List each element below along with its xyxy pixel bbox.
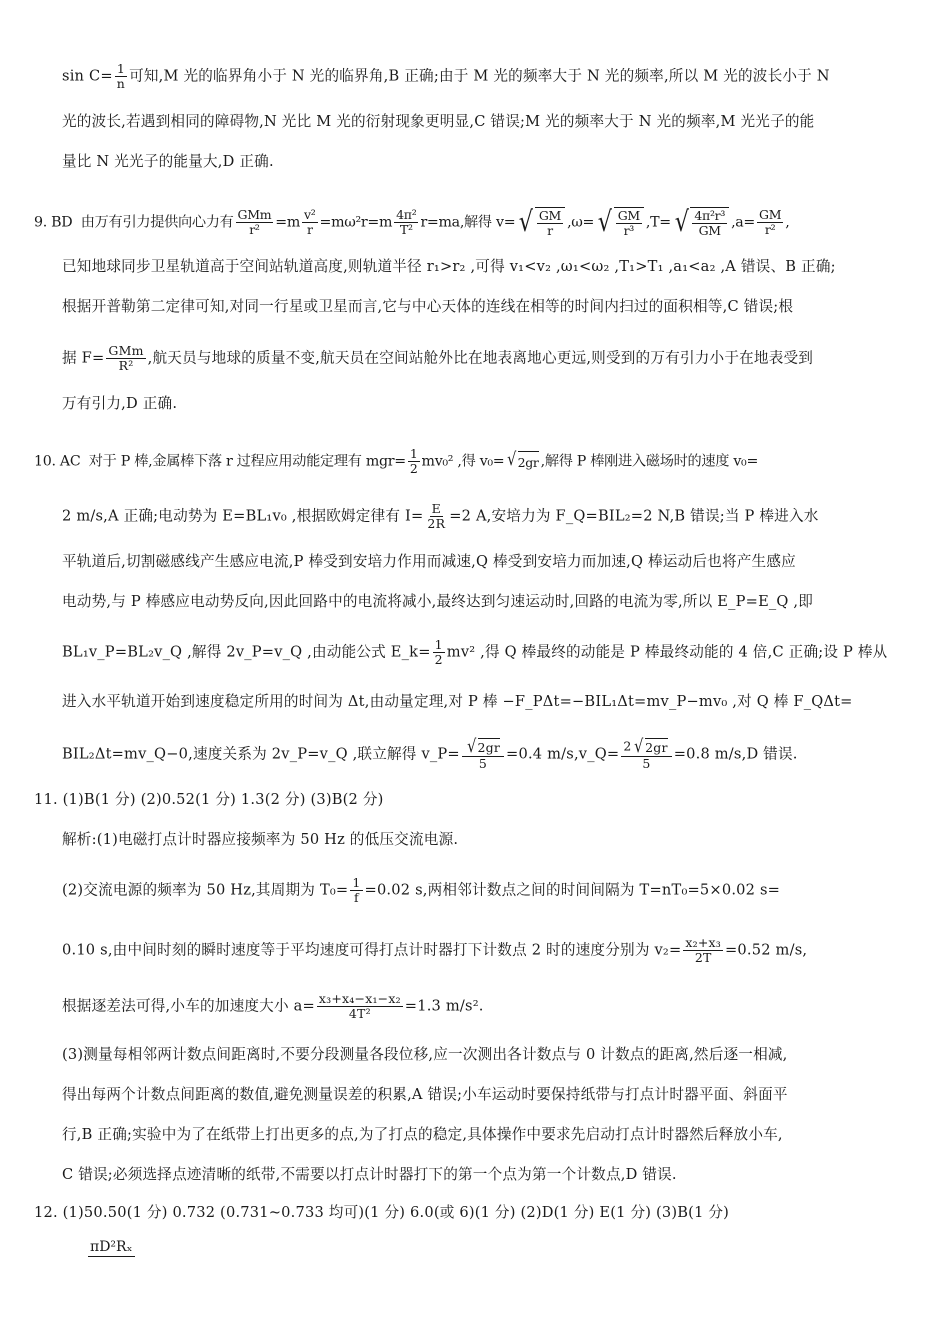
denominator: r² <box>764 222 776 237</box>
question-10-line <box>34 447 920 476</box>
text-segment: (2)交流电源的频率为 50 Hz,其周期为 T₀= <box>62 881 349 899</box>
radicand: 2gr <box>645 740 668 755</box>
text-line: 进入水平轨道开始到速度稳定所用的时间为 Δt,由动量定理,对 P 棒 −F_PΔt=−BIL₁Δt=mv_P−mv₀ ,对 Q 棒 F_QΔt= <box>62 693 853 710</box>
fraction <box>692 209 727 238</box>
text-line <box>62 936 920 965</box>
text-segment: 据 F= <box>62 349 105 367</box>
text-line: (3)测量每相邻两计数点间距离时,不要分段测量各段位移,应一次测出各计数点与 0 计数点的距离,然后逐一相减, <box>62 1046 788 1063</box>
numerator: 1 <box>434 637 443 652</box>
text-line: 根据开普勒第二定律可知,对同一行星或卫星而言,它与中心天体的连线在相等的时间内扫过的面积相等,C 错误;根 <box>62 298 794 315</box>
numerator: 4π²r³ <box>694 208 726 223</box>
square-root: √ $\frac{GM}{r}$ <box>517 207 565 238</box>
text-segment: =0.02 s,两相邻计数点之间的时间间隔为 T=nT₀=5×0.02 s= <box>364 881 781 899</box>
square-root: √ $\frac{\text{4π²r³}}{GM}$ <box>673 207 729 238</box>
fraction <box>236 208 274 237</box>
text-segment: =0.8 m/s,D 错误. <box>673 745 798 763</box>
text-line: 万有引力,D 正确. <box>62 395 178 412</box>
denominator: R² <box>118 358 134 373</box>
numerator: GMm <box>108 343 144 358</box>
text-segment: ,航天员与地球的质量不变,航天员在空间站舱外比在地表离地心更远,则受到的万有引力小于在地表受到 <box>147 349 814 367</box>
text-segment: r=ma,解得 v= <box>420 214 516 231</box>
text-line: 平轨道后,切割磁感线产生感应电流,P 棒受到安培力作用而减速,Q 棒受到安培力而加速,Q 棒运动后也将产生感应 <box>62 553 796 570</box>
coefficient: 2 <box>623 738 632 754</box>
square-root: √ 2gr <box>466 736 501 757</box>
numerator: 1 <box>116 61 125 76</box>
numerator: 1 <box>352 875 361 890</box>
fraction <box>757 208 783 237</box>
denominator: 2 <box>409 461 418 476</box>
text-segment: =mω²r=m <box>319 214 393 231</box>
text-segment: =2 A,安培力为 F_Q=BIL₂=2 N,B 错误;当 P 棒进入水 <box>449 507 819 525</box>
denominator: r <box>306 222 313 237</box>
text-line: 解析:(1)电磁打点计时器应接频率为 50 Hz 的低压交流电源. <box>62 831 459 848</box>
text-segment: =m <box>275 214 301 231</box>
denominator: 5 <box>642 756 651 771</box>
partial-fraction-numerator: πD²Rₓ <box>90 1239 133 1255</box>
radicand: 2gr <box>518 451 539 473</box>
text-segment: BIL₂Δt=mv_Q−0,速度关系为 2v_P=v_Q ,联立解得 v_P= <box>62 745 460 763</box>
text-line: C 错误;必须选择点迹清晰的纸带,不需要以打点计时器打下的第一个点为第一个计数点,D 错误. <box>62 1166 677 1183</box>
text-line <box>62 62 920 91</box>
numerator: GMm <box>237 207 272 222</box>
text-line <box>62 992 920 1021</box>
fraction <box>616 209 642 238</box>
text-segment: ,解得 P 棒刚进入磁场时的速度 v₀= <box>540 453 759 470</box>
fraction <box>408 447 420 476</box>
text-segment: mv² ,得 Q 棒最终的动能是 P 棒最终动能的 4 倍,C 正确;设 P 棒从 <box>446 643 888 661</box>
text-segment: ,T= <box>645 214 671 231</box>
denominator: 4T² <box>348 1006 371 1021</box>
text-line: 已知地球同步卫星轨道高于空间站轨道高度,则轨道半径 r₁>r₂ ,可得 v₁<v₂ ,ω₁<ω₂ ,T₁>T₁ ,a₁<a₂ ,A 错误、B 正确; <box>62 258 836 275</box>
square-root: √ $\frac{GM}{\text{r³}}$ <box>596 207 644 238</box>
question-number: 9. BD <box>34 214 73 231</box>
question-number: 10. AC <box>34 453 81 470</box>
numerator: 4π² <box>396 207 417 222</box>
numerator: 1 <box>409 446 418 461</box>
denominator: T² <box>399 222 413 237</box>
denominator: f <box>354 890 359 905</box>
text-line: 电动势,与 P 棒感应电动势反向,因此回路中的电流将减小,最终达到匀速运动时,回路的电流为零,所以 E_P=E_Q ,即 <box>62 593 814 610</box>
text-line <box>62 344 920 373</box>
text-segment: sin C= <box>62 67 113 85</box>
text-segment: 对于 P 棒,金属棒下落 r 过程应用动能定理有 mgr= <box>88 453 406 470</box>
question-9-line <box>34 207 920 238</box>
text-line: 量比 N 光光子的能量大,D 正确. <box>62 153 274 170</box>
fraction <box>115 62 127 91</box>
denominator: 2R <box>427 516 446 531</box>
text-segment: 0.10 s,由中间时刻的瞬时速度等于平均速度可得打点计时器打下计数点 2 时的速度分别为 v₂= <box>62 941 682 959</box>
text-line <box>62 502 920 531</box>
fraction <box>106 344 145 373</box>
fraction <box>425 502 447 531</box>
text-segment: =1.3 m/s². <box>404 997 484 1015</box>
denominator: 2T <box>694 950 712 965</box>
question-11-line: 11. (1)B(1 分) (2)0.52(1 分) 1.3(2 分) (3)B(2 分) <box>34 791 384 808</box>
fraction <box>683 936 723 965</box>
radicand: 2gr <box>477 740 501 755</box>
text-line <box>62 638 920 667</box>
denominator: n <box>116 76 126 91</box>
denominator: 2 <box>434 652 443 667</box>
text-segment: 由万有引力提供向心力有 <box>80 214 234 231</box>
text-line <box>62 738 920 771</box>
denominator: GM <box>698 223 721 238</box>
text-segment: ,a= <box>731 214 756 231</box>
numerator: x₃+x₄−x₁−x₂ <box>318 991 401 1006</box>
text-line <box>62 876 920 905</box>
text-segment: , <box>785 214 790 231</box>
denominator: r <box>547 223 553 238</box>
numerator <box>621 738 671 757</box>
square-root: √ 2gr <box>634 736 668 757</box>
denominator: r² <box>249 222 260 237</box>
fraction <box>317 992 403 1021</box>
fraction <box>350 876 362 905</box>
text-segment: 可知,M 光的临界角小于 N 光的临界角,B 正确;由于 M 光的频率大于 N 光的频率,所以 M 光的波长小于 N <box>129 67 830 85</box>
text-segment: =0.52 m/s, <box>724 941 808 959</box>
text-segment: =0.4 m/s,v_Q= <box>506 745 620 763</box>
text-segment: 根据逐差法可得,小车的加速度大小 a= <box>62 997 315 1015</box>
denominator: 5 <box>478 756 487 771</box>
text-segment: BL₁v_P=BL₂v_Q ,解得 2v_P=v_Q ,由动能公式 E_k= <box>62 643 431 661</box>
fraction <box>621 738 671 771</box>
fraction <box>302 208 317 237</box>
text-segment: ,ω= <box>567 214 595 231</box>
numerator: GM <box>759 207 782 222</box>
square-root: √ 2gr <box>506 451 538 473</box>
numerator: GM <box>538 208 562 223</box>
text-line: 光的波长,若遇到相同的障碍物,N 光比 M 光的衍射现象更明显,C 错误;M 光的频率大于 N 光的频率,M 光光子的能 <box>62 113 815 130</box>
numerator: v² <box>304 207 316 222</box>
text-line: 行,B 正确;实验中为了在纸带上打出更多的点,为了打点的稳定,具体操作中要求先启动打点计时器然后释放小车, <box>62 1126 783 1143</box>
numerator: x₂+x₃ <box>685 935 721 950</box>
text-segment: 2 m/s,A 正确;电动势为 E=BL₁v₀ ,根据欧姆定律有 I= <box>62 507 424 525</box>
numerator <box>462 738 504 757</box>
text-segment: mv₀² ,得 v₀= <box>421 453 505 470</box>
denominator: r³ <box>623 223 634 238</box>
numerator: E <box>431 501 441 516</box>
fraction <box>394 208 418 237</box>
text-line: 得出每两个计数点间距离的数值,避免测量误差的积累,A 错误;小车运动时要保持纸带与打点计时器平面、斜面平 <box>62 1086 788 1103</box>
fraction <box>537 209 563 238</box>
numerator: GM <box>617 208 640 223</box>
question-12-line: 12. (1)50.50(1 分) 0.732 (0.731~0.733 均可)(1 分) 6.0(或 6)(1 分) (2)D(1 分) E(1 分) (3)B(1 分) <box>34 1204 730 1221</box>
fraction <box>433 638 445 667</box>
fraction <box>462 738 504 771</box>
